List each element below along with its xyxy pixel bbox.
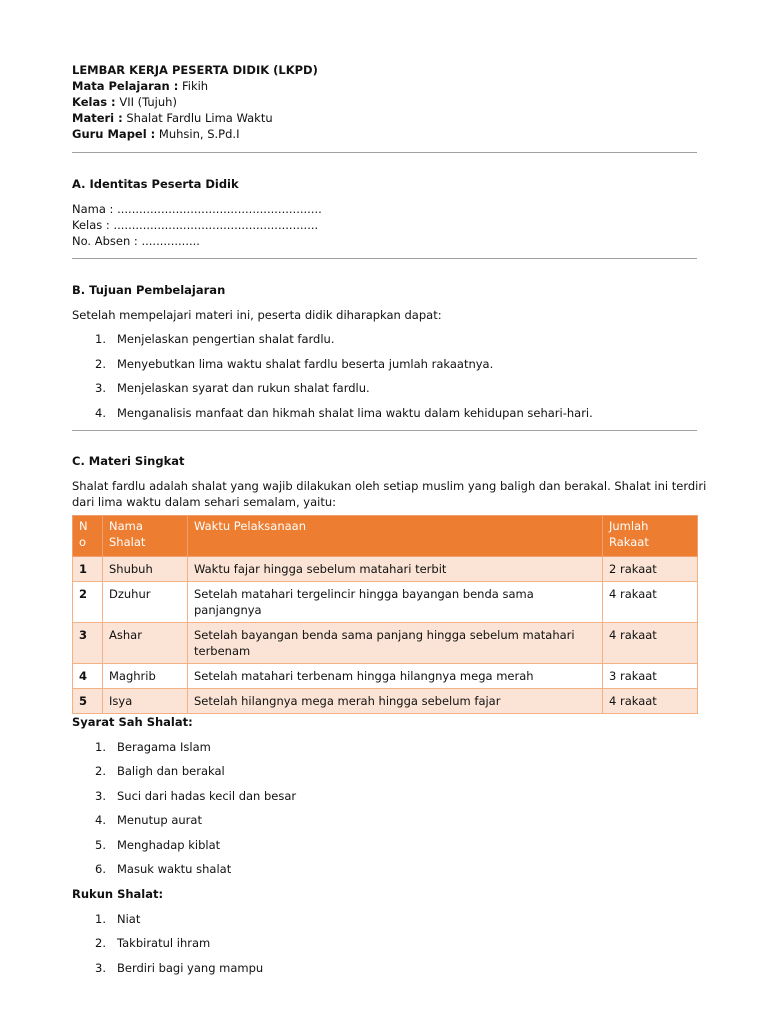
list-number: 1. bbox=[95, 739, 106, 754]
field-guru-mapel bbox=[72, 126, 697, 142]
section-identitas bbox=[72, 176, 697, 249]
field-mata-pelajaran bbox=[72, 78, 697, 94]
cell-waktu: Waktu fajar hingga sebelum matahari terbit bbox=[188, 556, 603, 581]
list-number: 2. bbox=[95, 764, 106, 778]
cell-nama: Ashar bbox=[103, 622, 188, 663]
list-number: 4. bbox=[95, 813, 106, 827]
field-label: Materi : bbox=[72, 111, 123, 125]
cell-no: 4 bbox=[73, 663, 103, 688]
list-number: 3. bbox=[95, 788, 106, 803]
materi-intro-line: dari lima waktu dalam sehari semalam, yaitu: bbox=[72, 494, 337, 509]
absen-field: No. Absen : ................ bbox=[72, 234, 200, 248]
section-materi bbox=[72, 453, 707, 714]
worksheet-page bbox=[72, 62, 707, 984]
list-text: Berdiri bagi yang mampu bbox=[117, 960, 264, 975]
list-item bbox=[72, 960, 697, 976]
list-item bbox=[72, 739, 697, 755]
shalat-table bbox=[72, 515, 698, 714]
section-heading: B. Tujuan Pembelajaran bbox=[72, 283, 226, 297]
list-item bbox=[72, 837, 697, 853]
table-header-row bbox=[73, 515, 698, 556]
syarat-list bbox=[72, 739, 697, 878]
list-text: Menyebutkan lima waktu shalat fardlu beserta jumlah rakaatnya. bbox=[117, 356, 494, 371]
list-number: 2. bbox=[95, 936, 106, 950]
header-text: Rakaat bbox=[609, 534, 649, 549]
field-value: Fikih bbox=[178, 79, 209, 93]
section-syarat bbox=[72, 714, 697, 878]
cell-no: 3 bbox=[73, 622, 103, 663]
section-divider bbox=[72, 430, 697, 431]
section-heading: Rukun Shalat: bbox=[72, 886, 164, 901]
list-number: 2. bbox=[95, 356, 106, 371]
list-text: Suci dari hadas kecil dan besar bbox=[117, 788, 297, 803]
worksheet-header bbox=[72, 62, 697, 142]
cell-nama: Shubuh bbox=[103, 556, 188, 581]
kelas-field: Kelas : ........................................................ bbox=[72, 218, 319, 232]
list-text: Menjelaskan pengertian shalat fardlu. bbox=[117, 332, 335, 346]
list-text: Beragama Islam bbox=[117, 739, 211, 754]
list-item bbox=[72, 356, 697, 372]
list-item bbox=[72, 861, 697, 877]
cell-nama: Isya bbox=[103, 688, 188, 713]
section-tujuan bbox=[72, 282, 697, 421]
cell-no: 1 bbox=[73, 556, 103, 581]
list-number: 3. bbox=[95, 960, 106, 975]
list-item bbox=[72, 935, 697, 951]
nama-field: Nama : ........................................................ bbox=[72, 202, 322, 216]
list-text: Niat bbox=[117, 911, 141, 926]
table-row bbox=[73, 622, 698, 663]
cell-rakaat: 4 rakaat bbox=[603, 581, 698, 622]
section-heading: Syarat Sah Shalat: bbox=[72, 714, 193, 729]
cell-rakaat: 3 rakaat bbox=[603, 663, 698, 688]
field-label: Kelas : bbox=[72, 95, 116, 109]
field-value: Shalat Fardlu Lima Waktu bbox=[122, 111, 273, 125]
col-header-no bbox=[73, 515, 103, 556]
worksheet-title: LEMBAR KERJA PESERTA DIDIK (LKPD) bbox=[72, 63, 318, 77]
cell-waktu: Setelah hilangnya mega merah hingga sebelum fajar bbox=[188, 688, 603, 713]
col-header-waktu: Waktu Pelaksanaan bbox=[188, 515, 603, 556]
cell-rakaat: 2 rakaat bbox=[603, 556, 698, 581]
field-label: Mata Pelajaran : bbox=[72, 79, 179, 93]
list-text: Masuk waktu shalat bbox=[117, 862, 232, 876]
list-text: Menutup aurat bbox=[117, 813, 202, 827]
section-heading: C. Materi Singkat bbox=[72, 453, 185, 468]
header-text: o bbox=[79, 534, 87, 549]
section-divider bbox=[72, 258, 697, 259]
list-number: 1. bbox=[95, 911, 106, 926]
table-row bbox=[73, 663, 698, 688]
list-item bbox=[72, 812, 697, 828]
field-materi bbox=[72, 110, 697, 126]
list-item bbox=[72, 788, 697, 804]
section-rukun bbox=[72, 886, 697, 976]
tujuan-intro: Setelah mempelajari materi ini, peserta didik diharapkan dapat: bbox=[72, 308, 442, 322]
field-value: VII (Tujuh) bbox=[115, 95, 177, 109]
list-item bbox=[72, 763, 697, 779]
tujuan-list bbox=[72, 331, 697, 421]
header-text: Nama bbox=[109, 518, 143, 533]
col-header-nama bbox=[103, 515, 188, 556]
materi-intro-line: Shalat fardlu adalah shalat yang wajib dilakukan oleh setiap muslim yang baligh dan berakal. Shalat ini terdiri bbox=[72, 478, 707, 493]
cell-waktu: Setelah matahari tergelincir hingga bayangan benda sama panjangnya bbox=[188, 581, 603, 622]
list-text: Menganalisis manfaat dan hikmah shalat lima waktu dalam kehidupan sehari-hari. bbox=[117, 405, 593, 420]
list-number: 3. bbox=[95, 381, 106, 395]
field-label: Guru Mapel : bbox=[72, 127, 156, 141]
list-text: Menghadap kiblat bbox=[117, 837, 221, 852]
cell-nama: Dzuhur bbox=[103, 581, 188, 622]
cell-waktu: Setelah matahari terbenam hingga hilangnya mega merah bbox=[188, 663, 603, 688]
list-text: Menjelaskan syarat dan rukun shalat fardlu. bbox=[117, 381, 370, 395]
table-row bbox=[73, 556, 698, 581]
cell-waktu: Setelah bayangan benda sama panjang hingga sebelum matahari terbenam bbox=[188, 622, 603, 663]
list-number: 5. bbox=[95, 837, 106, 852]
cell-nama: Maghrib bbox=[103, 663, 188, 688]
table-row bbox=[73, 688, 698, 713]
list-item bbox=[72, 405, 697, 421]
col-header-rakaat bbox=[603, 515, 698, 556]
list-number: 1. bbox=[95, 332, 106, 346]
section-divider bbox=[72, 152, 697, 153]
header-text: Shalat bbox=[109, 534, 146, 549]
rukun-list bbox=[72, 911, 697, 976]
list-text: Takbiratul ihram bbox=[117, 936, 211, 950]
cell-no: 5 bbox=[73, 688, 103, 713]
section-heading: A. Identitas Peserta Didik bbox=[72, 177, 239, 191]
cell-rakaat: 4 rakaat bbox=[603, 688, 698, 713]
field-kelas bbox=[72, 94, 697, 110]
cell-rakaat: 4 rakaat bbox=[603, 622, 698, 663]
list-item bbox=[72, 911, 697, 927]
cell-no: 2 bbox=[73, 581, 103, 622]
list-number: 4. bbox=[95, 405, 106, 420]
list-number: 6. bbox=[95, 862, 106, 876]
list-text: Baligh dan berakal bbox=[117, 764, 225, 778]
list-item bbox=[72, 331, 697, 347]
header-text: Jumlah bbox=[609, 518, 649, 533]
field-value: Muhsin, S.Pd.I bbox=[155, 127, 240, 141]
header-text: N bbox=[79, 518, 88, 533]
table-row bbox=[73, 581, 698, 622]
list-item bbox=[72, 380, 697, 396]
